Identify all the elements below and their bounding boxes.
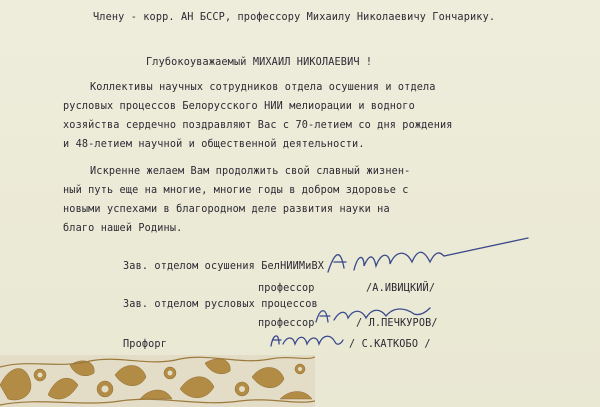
signer-1-handwritten-signature <box>320 232 535 287</box>
body-line: Искренне желаем Вам продолжить свой славный жизнен- <box>90 166 411 177</box>
signer-1-position: Зав. отделом осушения БелНИИМиВХ <box>123 261 325 272</box>
signer-2-title: профессор <box>258 318 315 329</box>
body-line: благо нашей Родины. <box>63 223 183 234</box>
signer-3-handwritten-signature <box>265 326 345 354</box>
salutation: Глубокоуважаемый МИХАИЛ НИКОЛАЕВИЧ ! <box>146 57 373 68</box>
signer-2-position: Зав. отделом русловых процессов <box>123 299 318 310</box>
body-line: новыми успехами в благородном деле развития науки на <box>63 204 390 215</box>
body-line: Коллективы научных сотрудников отдела осушения и отдела <box>90 82 436 93</box>
body-line: русловых процессов Белорусского НИИ мелиорации и водного <box>63 101 415 112</box>
signer-1-name: /А.ИВИЦКИЙ/ <box>366 283 436 294</box>
signer-3-position: Профорг <box>123 339 167 350</box>
decorative-ornament-band <box>0 355 315 407</box>
body-line: ный путь еще на многие, многие годы в добром здоровье с <box>63 185 409 196</box>
signer-3-name: / С.КАТКОБО / <box>349 339 431 350</box>
signer-2-name: / Л.ПЕЧКУРОВ/ <box>356 318 438 329</box>
body-line: хозяйства сердечно поздравляют Вас с 70-летием со дня рождения <box>63 120 453 131</box>
addressee-line: Члену - корр. АН БССР, профессору Михаилу Николаевичу Гончарику. <box>93 12 496 23</box>
floral-ornament-graphic <box>0 355 315 407</box>
body-line: и 48-летием научной и общественной деятельности. <box>63 139 365 150</box>
signer-1-title: профессор <box>258 283 315 294</box>
